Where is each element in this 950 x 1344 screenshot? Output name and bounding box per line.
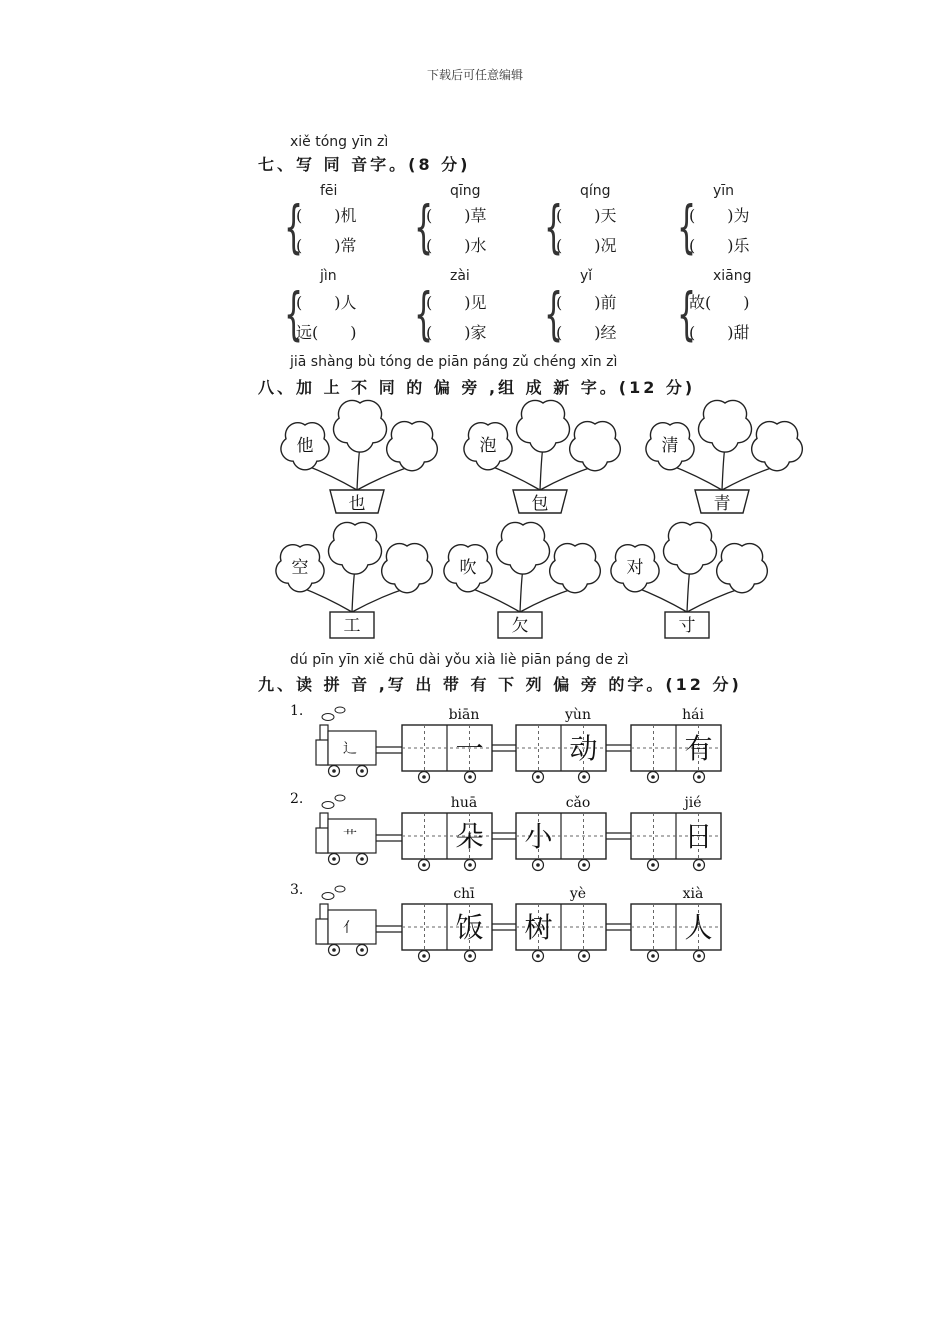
flower-stem [635, 587, 687, 612]
flower-icon [387, 422, 438, 471]
flower-icon [333, 400, 386, 452]
flower-icon [570, 422, 621, 471]
car-pinyin: yùn [565, 707, 591, 723]
train-illustration [0, 695, 950, 980]
car-character: 饭 [455, 911, 484, 944]
flower-pot-plant [281, 400, 437, 514]
car-character: 一 [455, 732, 484, 765]
blank-item: ( )人 [296, 293, 357, 312]
blank-item: ( )经 [556, 323, 617, 342]
radical-character: 艹 [343, 829, 357, 845]
flower-icon [752, 422, 803, 471]
brace-icon: { [544, 282, 564, 349]
group-pinyin: yīn [713, 183, 735, 199]
flower-stem [357, 447, 360, 490]
blank-item: ( )乐 [689, 236, 750, 255]
radical-character: 辶 [343, 741, 357, 757]
smoke-icon [322, 893, 334, 900]
flower-stem [468, 587, 520, 612]
flower-stem [540, 466, 595, 490]
pot-character: 青 [713, 494, 731, 514]
train [290, 703, 721, 783]
flower-icon [698, 400, 751, 452]
brace-icon: { [414, 195, 434, 262]
brace-icon: { [544, 195, 564, 262]
section8-title: 八、加 上 不 同 的 偏 旁 ,组 成 新 字。(12 分) [258, 378, 696, 397]
blank-item: ( )天 [556, 206, 617, 225]
group-pinyin: yǐ [580, 268, 593, 284]
page-header: 下载后可任意编辑 [426, 68, 523, 82]
car-pinyin: hái [682, 707, 704, 723]
flower-stem [488, 465, 540, 490]
car-pinyin: xià [682, 886, 704, 902]
pot-character: 包 [531, 494, 549, 514]
section9-pinyin: dú pīn yīn xiě chū dài yǒu xià liè piān páng de zì [290, 652, 629, 668]
car-character: 日 [684, 820, 713, 853]
flower-character: 吹 [459, 558, 477, 578]
blank-item: ( )见 [426, 293, 487, 312]
flower-stem [722, 447, 725, 490]
flower-pot-plant [276, 522, 432, 638]
flower-stem [300, 587, 352, 612]
car-character: 有 [684, 732, 713, 765]
section8-pinyin: jiā shàng bù tóng de piān páng zǔ chéng xīn zì [290, 354, 618, 370]
flower-stem [670, 465, 722, 490]
group-pinyin: xiāng [713, 268, 752, 284]
brace-icon: { [677, 282, 697, 349]
blank-item: ( )家 [426, 323, 487, 342]
flower-character: 对 [626, 558, 644, 578]
pot-character: 也 [348, 494, 366, 514]
train-number: 3. [290, 882, 304, 898]
flower-icon [717, 544, 768, 593]
car-character: 树 [524, 911, 553, 944]
blank-item: ( )为 [689, 206, 750, 225]
brace-icon: { [677, 195, 697, 262]
smoke-icon [322, 714, 334, 721]
car-character: 朵 [455, 820, 484, 853]
train-number: 2. [290, 791, 304, 807]
flower-icon [382, 544, 433, 593]
section7-title: 七、写 同 音字。(8 分) [258, 155, 471, 174]
group-pinyin: jìn [320, 268, 337, 284]
flower-pot-plant [611, 522, 767, 638]
brace-icon: { [414, 282, 434, 349]
flower-pot-plant [444, 522, 600, 638]
blank-item: ( )前 [556, 293, 617, 312]
flower-icon [663, 522, 716, 574]
car-pinyin: biān [448, 707, 480, 723]
blank-item: ( )机 [296, 206, 357, 225]
blank-item: ( )水 [426, 236, 487, 255]
blank-item: 故( ) [689, 293, 750, 312]
flower-character: 清 [661, 436, 679, 456]
smoke-icon [322, 802, 334, 809]
car-character: 小 [524, 820, 553, 853]
group-pinyin: fēi [320, 183, 338, 199]
flower-icon [328, 522, 381, 574]
flower-stem [540, 447, 543, 490]
train-number: 1. [290, 703, 304, 719]
radical-character: 亻 [343, 920, 357, 936]
flower-pot-plant [464, 400, 620, 514]
flower-character: 泡 [479, 436, 497, 456]
car-pinyin: cǎo [565, 795, 591, 811]
flower-stem [305, 465, 357, 490]
flower-stem [520, 588, 575, 612]
flower-stem [352, 569, 355, 612]
smoke-icon [335, 795, 345, 801]
flower-character: 他 [296, 436, 314, 456]
flower-stem [520, 569, 523, 612]
car-character: 人 [684, 911, 713, 944]
flower-stem [687, 588, 742, 612]
brace-icon: { [284, 282, 304, 349]
flower-icon [550, 544, 601, 593]
car-pinyin: jié [684, 795, 702, 811]
flower-stem [687, 569, 690, 612]
train [290, 882, 721, 962]
blank-item: 远( ) [296, 323, 357, 342]
flower-pots-illustration [0, 395, 950, 655]
car-pinyin: yè [569, 886, 587, 902]
train [290, 791, 721, 871]
car-pinyin: huā [450, 795, 478, 811]
pot-character: 欠 [511, 616, 529, 636]
flower-character: 空 [291, 558, 309, 578]
group-pinyin: qíng [580, 183, 611, 199]
smoke-icon [335, 707, 345, 713]
brace-icon: { [284, 195, 304, 262]
pot-character: 工 [343, 616, 361, 636]
car-character: 动 [569, 732, 598, 765]
section7-pinyin: xiě tóng yīn zì [290, 134, 389, 150]
group-pinyin: zài [450, 268, 470, 284]
flower-icon [496, 522, 549, 574]
flower-stem [722, 466, 777, 490]
group-pinyin: qīng [450, 183, 481, 199]
smoke-icon [335, 886, 345, 892]
section9-title: 九、读 拼 音 ,写 出 带 有 下 列 偏 旁 的字。(12 分) [258, 675, 742, 694]
flower-stem [357, 466, 412, 490]
pot-character: 寸 [678, 616, 696, 636]
blank-item: ( )常 [296, 236, 357, 255]
blank-item: ( )况 [556, 236, 617, 255]
car-pinyin: chī [453, 886, 475, 902]
flower-stem [352, 588, 407, 612]
blank-item: ( )草 [426, 206, 487, 225]
flower-icon [516, 400, 569, 452]
flower-pot-plant [646, 400, 802, 514]
blank-item: ( )甜 [689, 323, 750, 342]
